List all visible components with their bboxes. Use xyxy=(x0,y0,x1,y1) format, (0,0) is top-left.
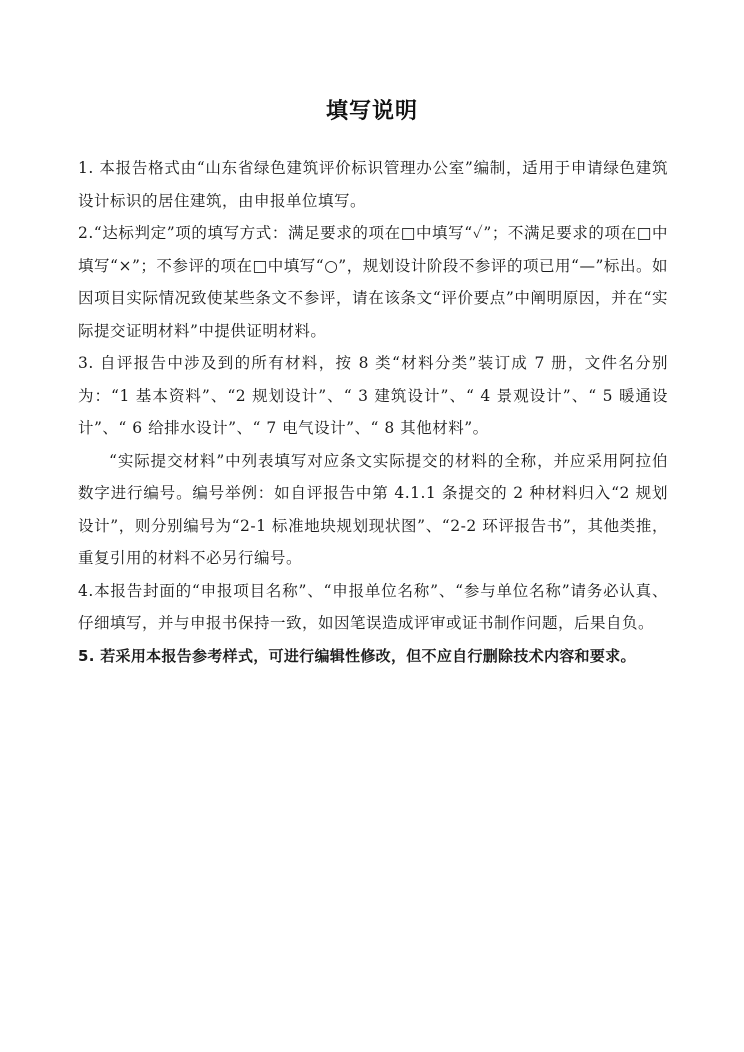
instruction-paragraph-1: 1. 本报告格式由“山东省绿色建筑评价标识管理办公室”编制，适用于申请绿色建筑设计标识的居住建筑，由申报单位填写。 xyxy=(78,159,668,210)
instruction-paragraph-5: 5. 若采用本报告参考样式，可进行编辑性修改，但不应自行删除技术内容和要求。 xyxy=(78,646,636,665)
instruction-paragraph-3-continued: “实际提交材料”中列表填写对应条文实际提交的材料的全称，并应采用阿拉伯数字进行编号。编号举例：如自评报告中第 4.1.1 条提交的 2 种材料归入“2 规划设计”，则分别编号为“2-1 标准地块规划现状图”、“2-2 环评报告书”，其他类推，重复引用的材料不必另行编号。 xyxy=(78,451,668,567)
instructions-body xyxy=(78,152,668,672)
instruction-paragraph-3: 3. 自评报告中涉及到的所有材料，按 8 类“材料分类”装订成 7 册，文件名分别为：“1 基本资料”、“2 规划设计”、“ 3 建筑设计”、“ 4 景观设计”、“ 5 暖通设计”、“ 6 给排水设计”、“ 7 电气设计”、“ 8 其他材料”。 xyxy=(78,354,668,437)
instruction-paragraph-2: 2.“达标判定”项的填写方式：满足要求的项在□中填写“✓”；不满足要求的项在□中填写“×”；不参评的项在□中填写“○”，规划设计阶段不参评的项已用“—”标出。如因项目实际情况致使某些条文不参评，请在该条文“评价要点”中阐明原因，并在“实际提交证明材料”中提供证明材料。 xyxy=(78,224,668,340)
page-title: 填写说明 xyxy=(325,99,418,124)
instruction-paragraph-4: 4.本报告封面的“申报项目名称”、“申报单位名称”、“参与单位名称”请务必认真、仔细填写，并与申报书保持一致，如因笔误造成评审或证书制作问题，后果自负。 xyxy=(78,581,668,632)
